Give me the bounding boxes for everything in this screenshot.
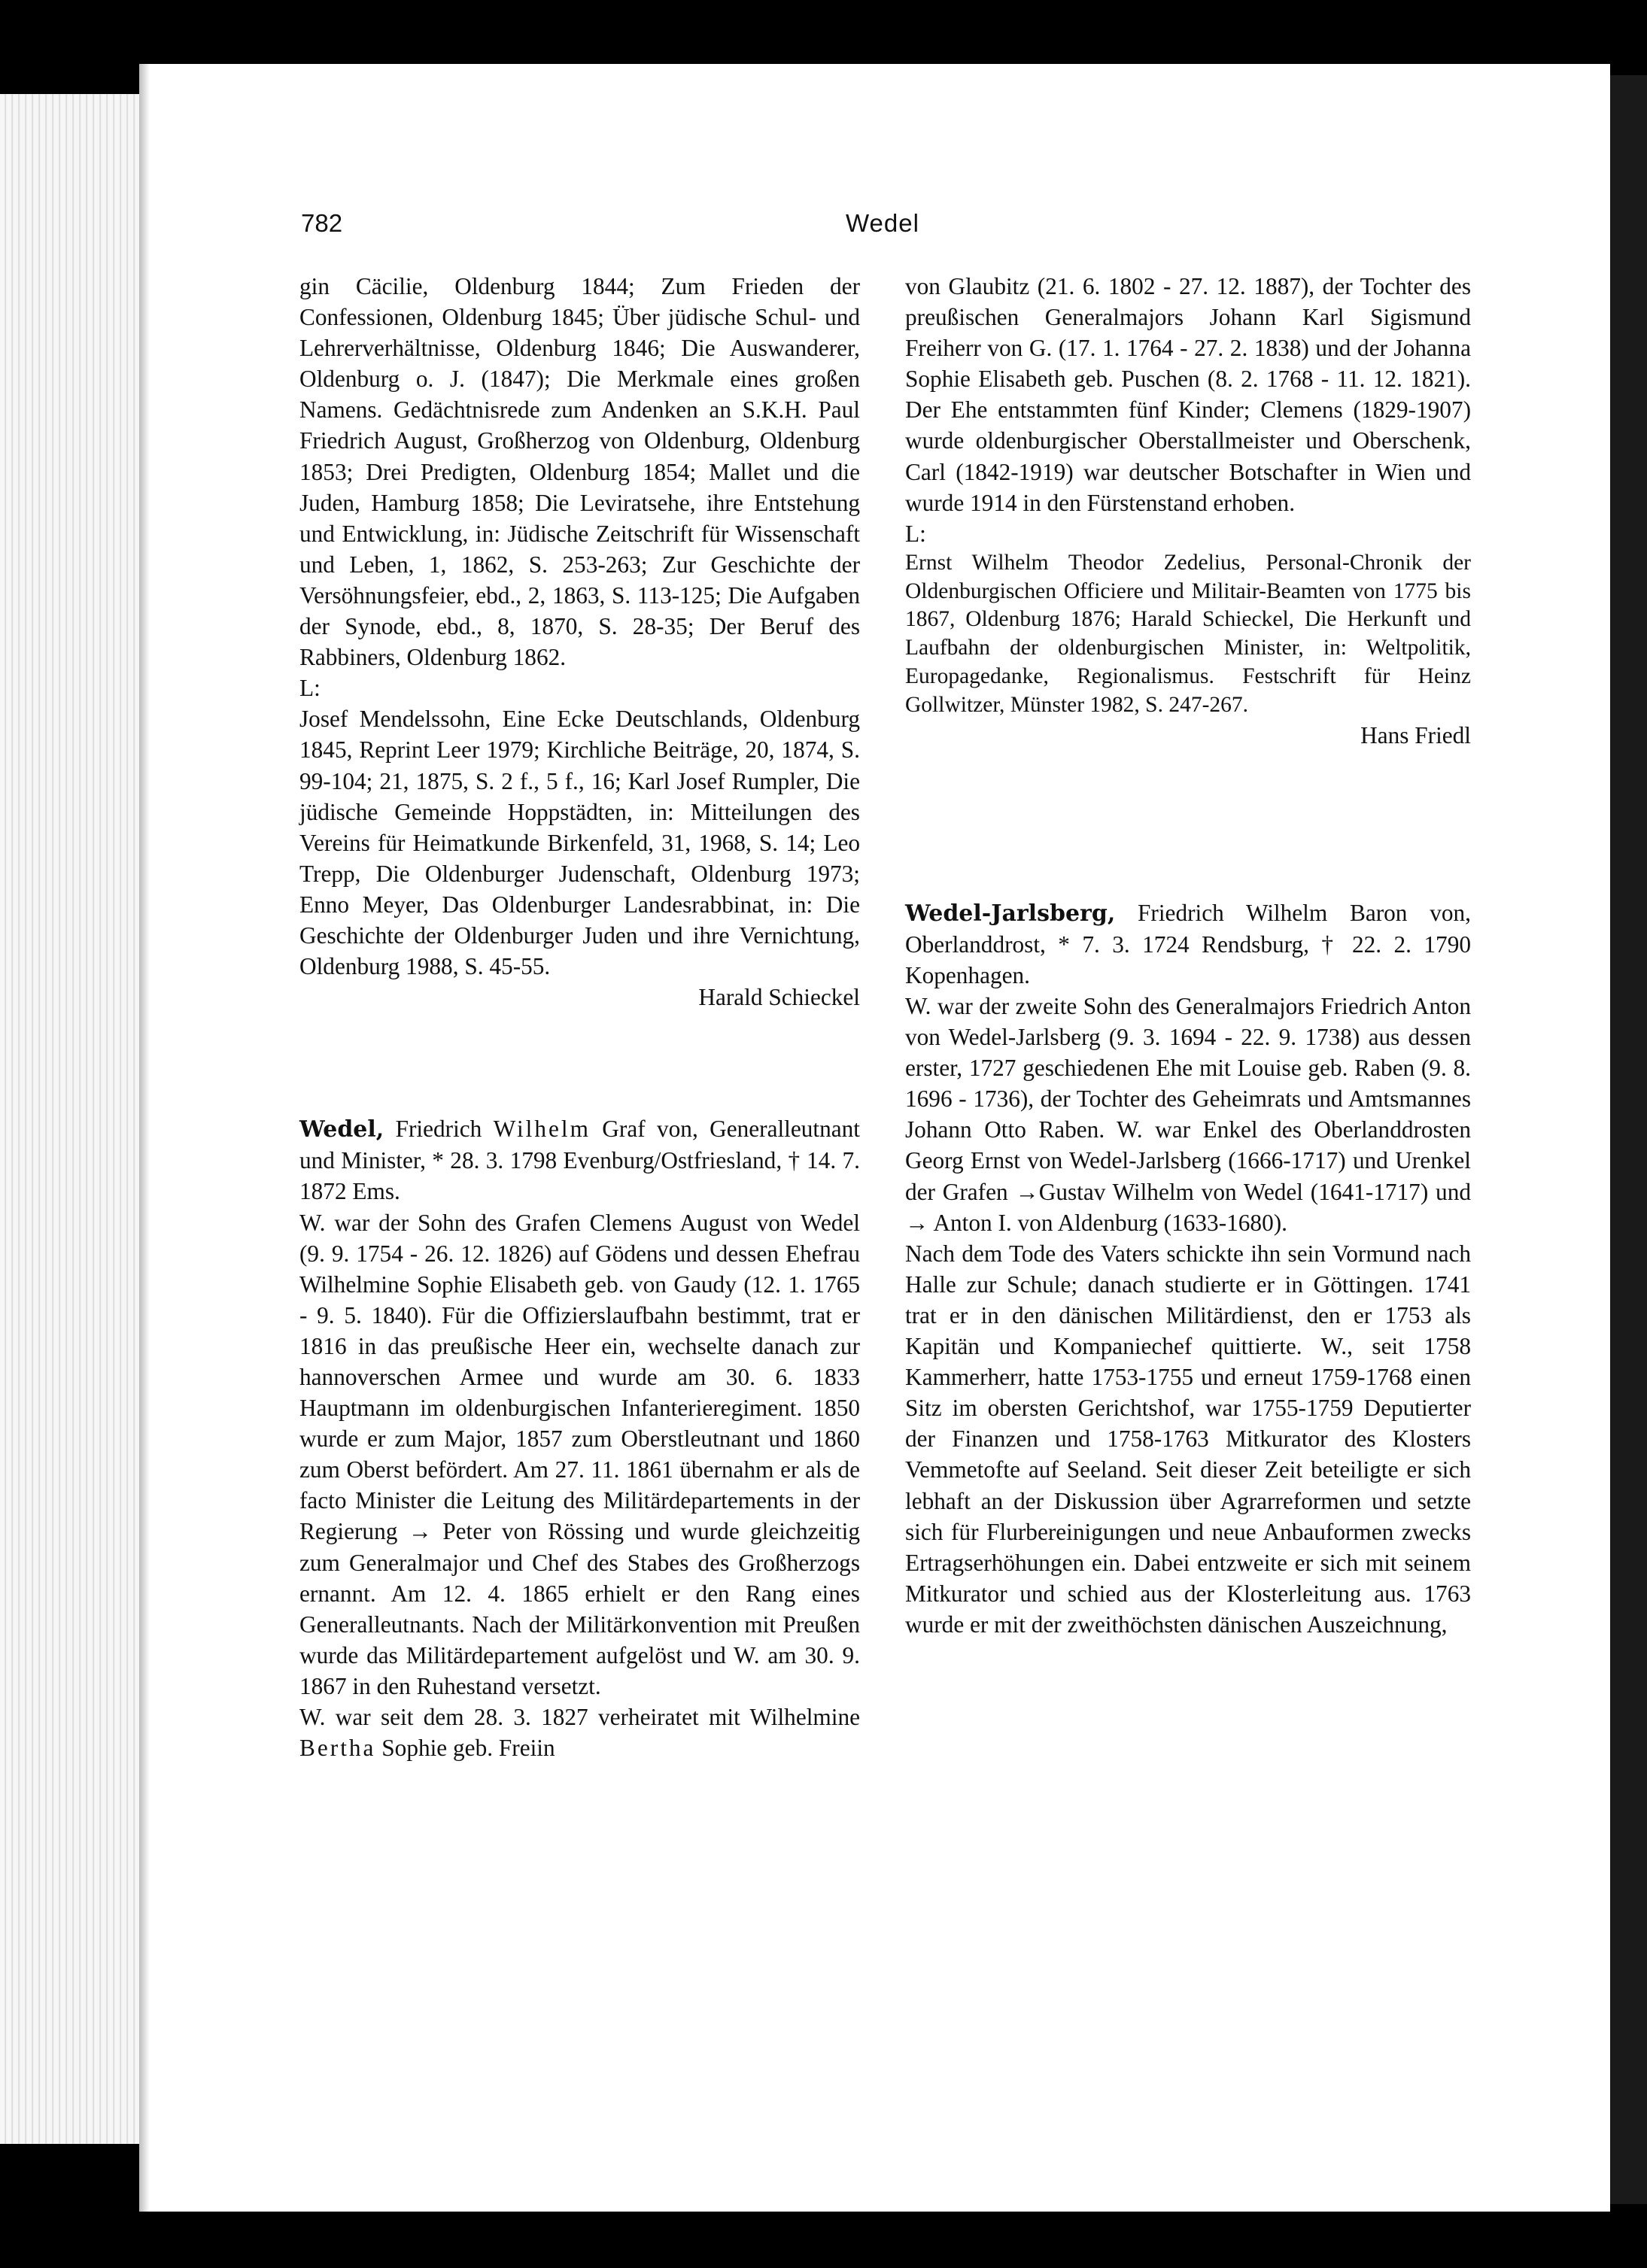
spine-shadow [139,64,150,2212]
entry-heading-text: Friedrich Wilhelm Baron von, Oberlanddrost, * 7. 3. 1724 Rendsburg, † 22. 2. 1790 Kopenhagen. [905,899,1471,988]
article-author: Harald Schieckel [698,984,860,1011]
literature-label: L: [299,675,321,702]
literature-list: Ernst Wilhelm Theodor Zedelius, Personal-Chronik der Oldenburgischen Officiere und Militair-Beamten von 1775 bis 1867, Oldenburg 1876; Harald Schieckel, Die Herkunft und Laufbahn der oldenburgischen Minister, in: Weltpolitik, Europagedanke, Regionalismus. Festschrift für Heinz Gollwitzer, Münster 1982, S. 247-267. [905,550,1471,717]
entry-headword: Wedel, [299,1116,384,1143]
literature-list: Josef Mendelssohn, Eine Ecke Deutschlands, Oldenburg 1845, Reprint Leer 1979; Kirchliche Beiträge, 20, 1874, S. 99-104; 21, 1875, S. 2 f., 5 f., 16; Karl Josef Rumpler, Die jüdische Gemeinde Hoppstädten, in: Mitteilungen des Vereins für Heimatkunde Birkenfeld, 31, 1968, S. 14; Leo Trepp, Die Oldenburger Judenschaft, Oldenburg 1973; Enno Meyer, Das Oldenburger Landesrabbinat, in: Die Geschichte der Oldenburger Juden und ihre Vernichtung, Oldenburg 1988, S. 45-55. [299,706,860,980]
entry-heading [905,897,1471,991]
entry-gap [299,1013,860,1113]
left-column [299,271,860,1763]
entry-heading-text-b: Graf von, Generalleutnant und Minister, * 28. 3. 1798 Evenburg/Ostfriesland, † 14. 7. 1872 Ems. [299,1116,860,1205]
works-continuation: gin Cäcilie, Oldenburg 1844; Zum Frieden der Confessionen, Oldenburg 1845; Über jüdische Schul- und Lehrerverhältnisse, Oldenburg 1846; Die Auswanderer, Oldenburg o. J. (1847); Die Merkmale eines großen Namens. Gedächtnisrede zum Andenken an S.K.H. Paul Friedrich August, Großherzog von Oldenburg, Oldenburg 1853; Drei Predigten, Oldenburg 1854; Mallet und die Juden, Hamburg 1858; Die Leviratsehe, ihre Entstehung und Entwicklung, in: Jüdische Zeitschrift für Wissenschaft und Leben, 1, 1862, S. 253-263; Zur Geschichte der Versöhnungsfeier, ebd., 2, 1863, S. 113-125; Die Aufgaben der Synode, ebd., 8, 1870, S. 28-35; Der Beruf des Rabbiners, Oldenburg 1862. [299,273,860,671]
right-column [905,271,1471,1640]
marriage-spaced-name: Bertha [299,1735,376,1762]
entry-paragraph-marriage [299,1702,860,1763]
entry-heading-text-a: Friedrich [384,1116,494,1143]
entry-paragraph: W. war der Sohn des Grafen Clemens August von Wedel (9. 9. 1754 - 26. 12. 1826) auf Gödens und dessen Ehefrau Wilhelmine Sophie Elisabeth geb. von Gaudy (12. 1. 1765 - 9. 5. 1840). Für die Offizierslaufbahn bestimmt, trat er 1816 in das preußische Heer ein, wechselte danach zur hannoverschen Armee und wurde am 30. 6. 1833 Hauptmann im oldenburgischen Infanterieregiment. 1850 wurde er zum Major, 1857 zum Oberstleutnant und 1860 zum Oberst befördert. Am 27. 11. 1861 übernahm er als de facto Minister die Leitung des Militärdepartements in der Regierung → Peter von Rössing und wurde gleichzeitig zum Generalmajor und Chef des Stabes des Großherzogs ernannt. Am 12. 4. 1865 erhielt er den Rang eines Generalleutnants. Nach der Militärkonvention mit Preußen wurde das Militärdepartement aufgelöst und W. am 30. 9. 1867 in den Ruhestand versetzt. [299,1209,860,1699]
running-head: Wedel [846,209,919,237]
literature-label: L: [905,520,926,547]
entry-heading-spaced-name: Wilhelm [493,1116,591,1143]
marriage-text-a: W. war seit dem 28. 3. 1827 verheiratet mit Wilhelmine [299,1704,860,1731]
entry-paragraph: Nach dem Tode des Vaters schickte ihn sein Vormund nach Halle zur Schule; danach studierte er in Göttingen. 1741 trat er in den dänischen Militärdienst, den er 1753 als Kapitän und Kompaniechef quittierte. W., seit 1758 Kammerherr, hatte 1753-1755 und erneut 1759-1768 einen Sitz im obersten Gerichtshof, war 1755-1759 Deputierter der Finanzen und 1758-1763 Mitkurator des Klosters Vemmetofte auf Seeland. Seit dieser Zeit beteiligte er sich lebhaft an der Diskussion über Agrarreformen und setzte sich für Flurbereinigungen und neue Anbauformen zwecks Ertragserhöhungen ein. Dabei entzweite er sich mit seinem Mitkurator und schied aus der Klosterleitung aus. 1763 wurde er mit der zweithöchsten dänischen Auszeichnung, [905,1240,1471,1638]
book-page-edges [0,94,143,2144]
entry-gap [905,751,1471,897]
entry-heading [299,1113,860,1207]
article-author: Hans Friedl [1360,721,1471,748]
scan-background [1610,75,1647,2204]
page-number: 782 [301,209,343,237]
entry-headword: Wedel-Jarlsberg, [905,900,1116,927]
marriage-text-b: Sophie geb. Freiin [375,1735,555,1762]
entry-paragraph: W. war der zweite Sohn des Generalmajors Friedrich Anton von Wedel-Jarlsberg (9. 3. 1694 - 22. 9. 1738) aus dessen erster, 1727 geschiedenen Ehe mit Louise geb. Raben (9. 8. 1696 - 1736), der Tochter des Geheimrats und Amtsmannes Johann Otto Raben. W. war Enkel des Oberlanddrosten Georg Ernst von Wedel-Jarlsberg (1666-1717) und Urenkel der Grafen →Gustav Wilhelm von Wedel (1641-1717) und → Anton I. von Aldenburg (1633-1680). [905,993,1471,1236]
entry-continuation: von Glaubitz (21. 6. 1802 - 27. 12. 1887), der Tochter des preußischen Generalmajors Johann Karl Sigismund Freiherr von G. (17. 1. 1764 - 27. 2. 1838) und der Johanna Sophie Elisabeth geb. Puschen (8. 2. 1768 - 11. 12. 1821). Der Ehe entstammten fünf Kinder; Clemens (1829-1907) wurde oldenburgischer Oberstallmeister und Oberschenk, Carl (1842-1919) war deutscher Botschafter in Wien und wurde 1914 in den Fürstenstand erhoben. [905,273,1471,516]
